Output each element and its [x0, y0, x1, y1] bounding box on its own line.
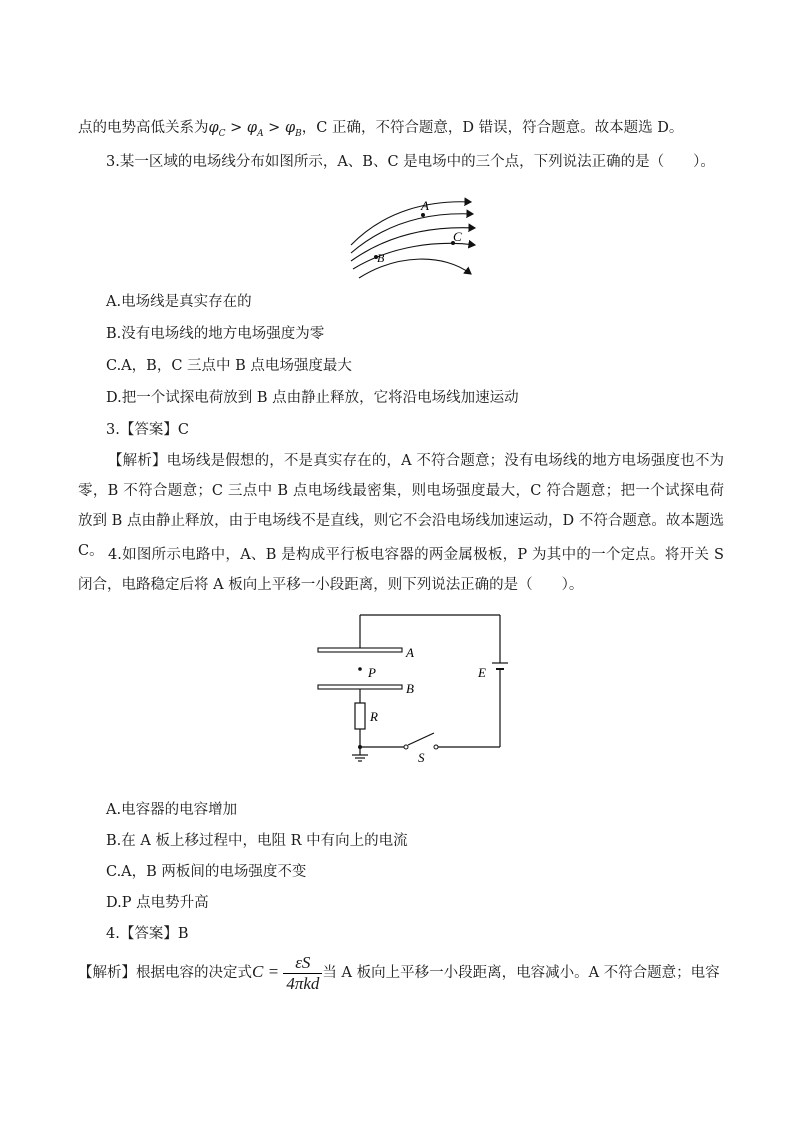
switch-contact-right — [434, 745, 438, 749]
q3-answer: 3.【答案】C — [106, 422, 189, 438]
q3-stem: 3.某一区域的电场线分布如图所示，A、B、C 是电场中的三个点，下列说法正确的是（ ）。 — [106, 154, 715, 170]
label-b: B — [377, 251, 385, 265]
q4-option-c: C.A，B 两板间的电场强度不变 — [106, 864, 307, 880]
continuation-line — [78, 118, 683, 144]
field-lines-figure — [345, 192, 485, 282]
label-e: E — [478, 665, 486, 680]
switch-s — [408, 733, 434, 745]
q3-option-d: D.把一个试探电荷放到 B 点由静止释放，它将沿电场线加速运动 — [106, 390, 519, 406]
q4-option-d: D.P 点电势升高 — [106, 895, 209, 911]
label-p: P — [368, 665, 376, 680]
plate-b — [318, 685, 402, 689]
continuation-pre: 点的电势高低关系为 — [78, 120, 209, 136]
point-p — [358, 667, 362, 671]
resistor-r — [355, 703, 365, 729]
q3-option-c: C.A，B，C 三点中 B 点电场强度最大 — [106, 358, 352, 374]
q3-option-b: B.没有电场线的地方电场强度为零 — [106, 326, 325, 342]
label-s: S — [418, 750, 425, 765]
field-line-5 — [359, 259, 471, 278]
q3-analysis: 【解析】电场线是假想的，不是真实存在的，A 不符合题意；没有电场线的地方电场强度也不为零，B 不符合题意；C 三点中 B 点电场线最密集，则电场强度最大，C 符合题意；把一个试探电荷放到 B 点由静止释放，由于电场线不是直线，则它不会沿电场线加速运动，D 不符合题意。故本题选 C。 — [78, 453, 724, 559]
gt-sign-1: > — [225, 120, 247, 136]
point-a — [421, 213, 425, 217]
q3-option-a: A.电场线是真实存在的 — [106, 294, 252, 310]
formula-lhs: C = — [252, 962, 284, 981]
q4-analysis-post: 当 A 板向上平移一小段距离，电容减小。A 不符合题意；电容 — [322, 965, 720, 981]
phi-a: $\varphi_A$ — [246, 120, 264, 139]
label-a: A — [421, 198, 429, 213]
q4-option-b: B.在 A 板上移过程中，电阻 R 中有向上的电流 — [106, 833, 408, 849]
q4-stem: 4.如图所示电路中，A、B 是构成平行板电容器的两金属极板，P 为其中的一个定点。将开关 S 闭合，电路稳定后将 A 板向上平移一小段距离，则下列说法正确的是（ ）。 — [78, 547, 724, 593]
junction — [358, 745, 362, 749]
continuation-post: ，C 正确，不符合题意，D 错误，符合题意。故本题选 D。 — [301, 120, 684, 136]
q4-analysis-pre: 【解析】根据电容的决定式 — [78, 965, 252, 981]
label-c: C — [453, 229, 462, 244]
q4-option-a: A.电容器的电容增加 — [106, 802, 238, 818]
q4-analysis — [78, 950, 720, 995]
label-plate-b: B — [406, 681, 414, 696]
q4-answer: 4.【答案】B — [106, 926, 189, 942]
formula-numerator: εS — [283, 953, 322, 974]
plate-a — [318, 648, 402, 652]
formula-denominator: 4πkd — [286, 973, 320, 993]
label-plate-a: A — [406, 645, 414, 660]
capacitance-formula — [283, 953, 322, 994]
circuit-figure — [312, 607, 522, 767]
label-r: R — [370, 709, 378, 724]
phi-c: $\varphi_C$ — [208, 120, 226, 139]
phi-b: $\varphi_B$ — [284, 120, 302, 139]
gt-sign-2: > — [263, 120, 285, 136]
switch-contact-left — [404, 745, 408, 749]
